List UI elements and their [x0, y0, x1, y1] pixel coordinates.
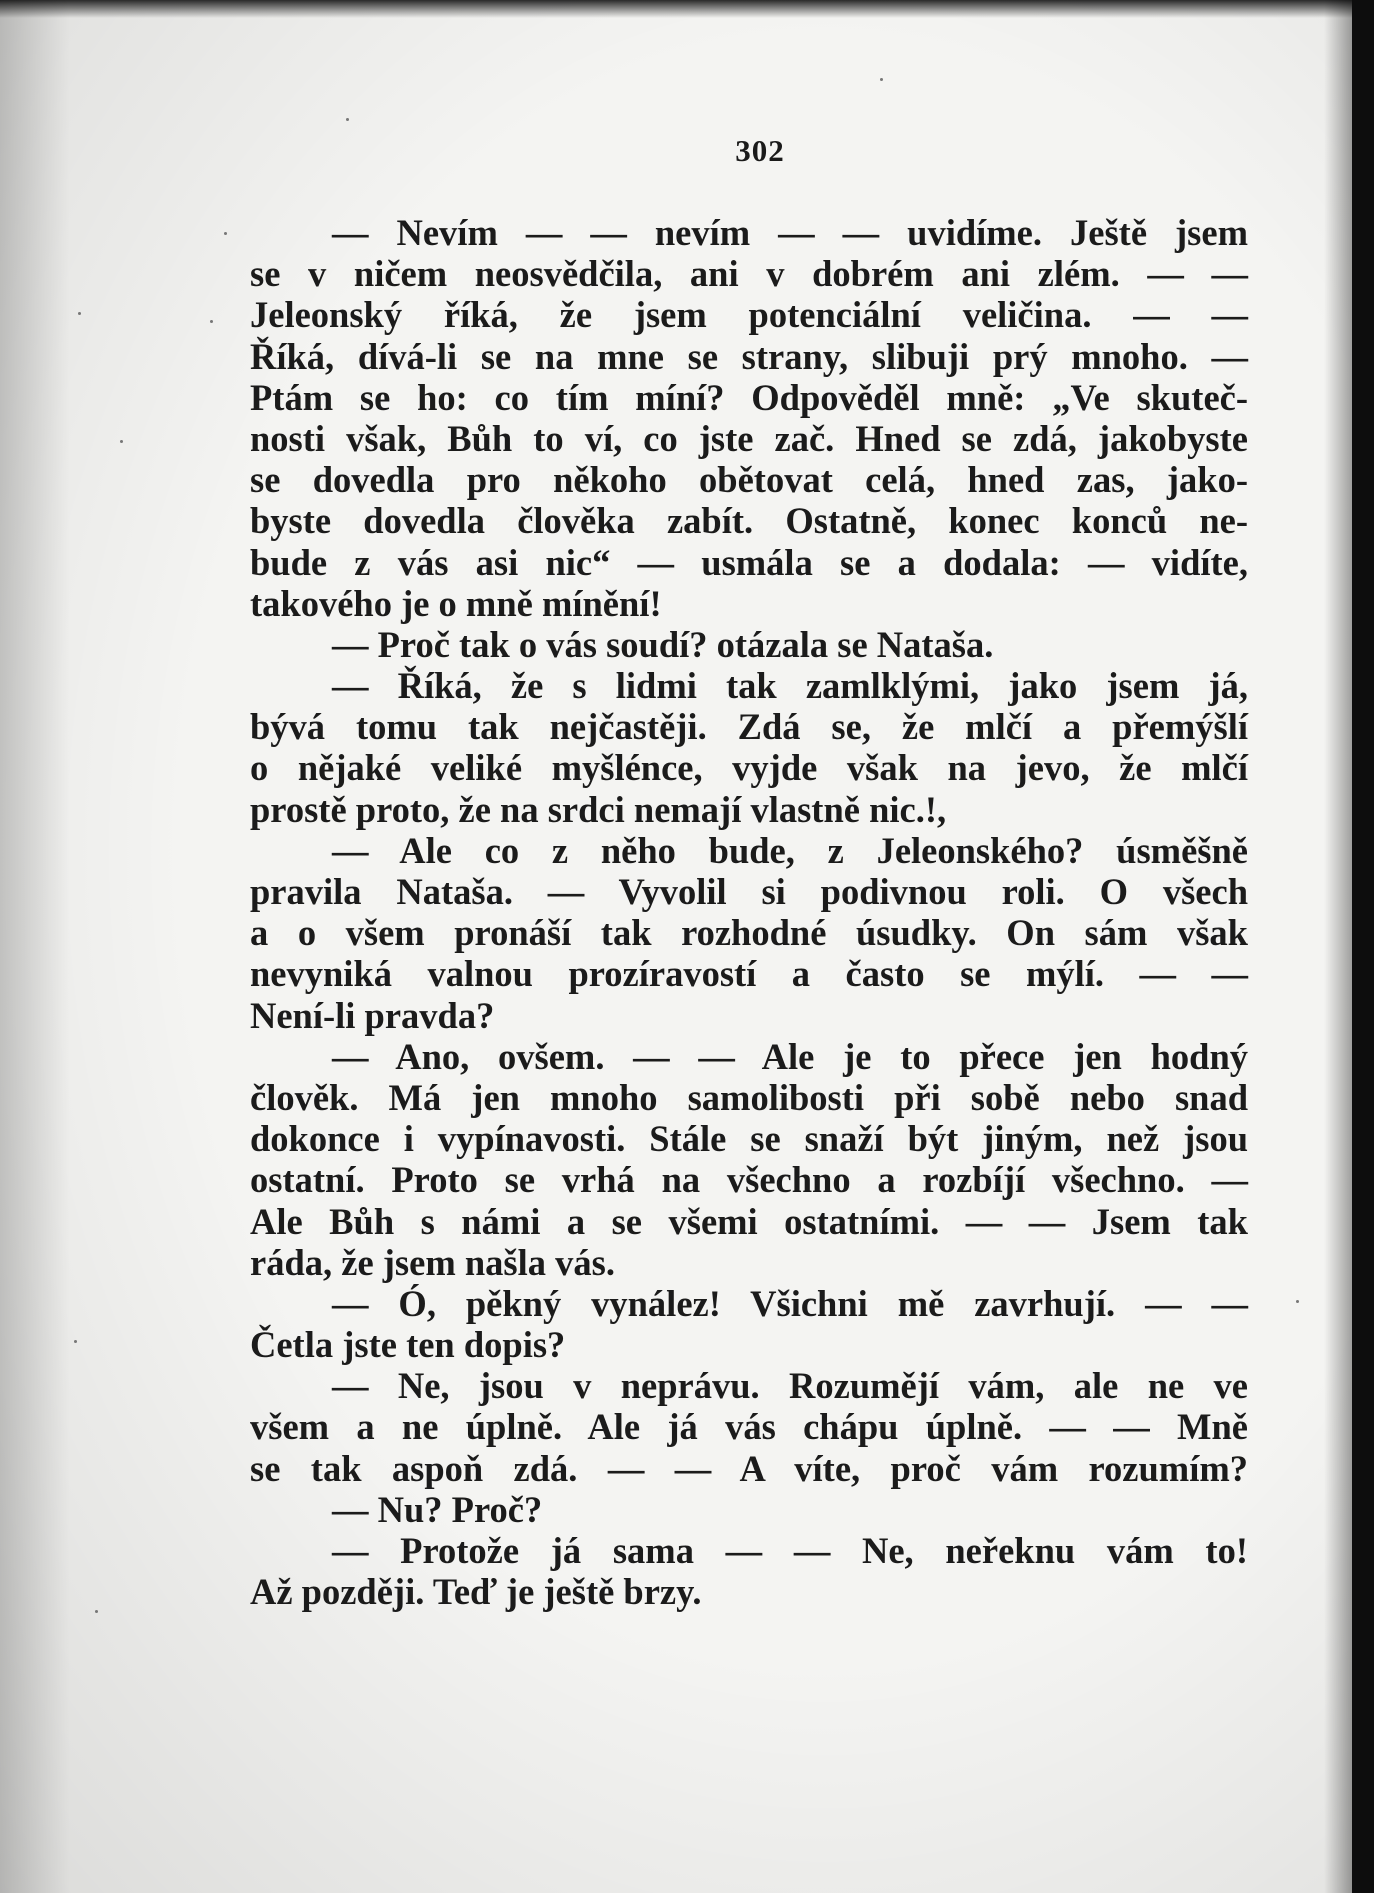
text-line: dokonce i vypínavosti. Stále se snaží být jiným, než jsou — [250, 1118, 1248, 1160]
text-line: pravila Nataša. — Vyvolil si podivnou roli. O všech — [250, 871, 1248, 912]
left-gutter-shadow — [0, 0, 70, 1893]
paper-speck — [224, 232, 227, 235]
text-line: ráda, že jsem našla vás. — [250, 1241, 615, 1283]
text-line: Říká, dívá-li se na mne se strany, slibuji prý mnoho. — — [250, 335, 1248, 377]
paper-speck — [880, 78, 883, 81]
text-line: bývá tomu tak nejčastěji. Zdá se, že mlčí a přemýšlí — [250, 706, 1248, 748]
paper-speck — [74, 1340, 77, 1343]
text-line: Není-li pravda? — [250, 994, 495, 1036]
text-line: a o všem pronáší tak rozhodné úsudky. On sám však — [250, 912, 1248, 954]
paper-speck — [346, 118, 349, 121]
text-line: — Nevím — — nevím — — uvidíme. Ještě jsem — [332, 212, 1248, 253]
paper-speck — [95, 1610, 98, 1613]
text-line: všem a ne úplně. Ale já vás chápu úplně. — — Mně — [250, 1406, 1248, 1448]
paper-speck — [210, 320, 213, 323]
paper-speck — [78, 312, 81, 315]
text-line: Ale Bůh s námi a se všemi ostatními. — — Jsem tak — [250, 1200, 1248, 1242]
paper-speck — [120, 440, 123, 443]
text-line: o nějaké veliké myšlénce, vyjde však na jevo, že mlčí — [250, 747, 1248, 789]
text-line: Až později. Teď je ještě brzy. — [250, 1571, 702, 1613]
text-line: se v ničem neosvědčila, ani v dobrém ani zlém. — — — [250, 253, 1248, 295]
text-line: se tak aspoň zdá. — — A víte, proč vám rozumím? — [250, 1447, 1248, 1489]
text-line: člověk. Má jen mnoho samolibosti při sobě nebo snad — [250, 1076, 1248, 1118]
text-line: — Ano, ovšem. — — Ale je to přece jen hodný — [332, 1035, 1248, 1077]
body-text — [250, 212, 1248, 1612]
text-line: byste dovedla člověka zabít. Ostatně, konec konců ne- — [250, 500, 1248, 542]
text-line: bude z vás asi nic“ — usmála se a dodala: — vidíte, — [250, 541, 1248, 583]
text-line: Ptám se ho: co tím míní? Odpověděl mně: „Ve skuteč- — [250, 376, 1248, 418]
text-line: takového je o mně mínění! — [250, 582, 662, 624]
text-line: — Ale co z něho bude, z Jeleonského? úsměšně — [332, 829, 1248, 871]
text-line: nosti však, Bůh to ví, co jste zač. Hned se zdá, jakobyste — [250, 417, 1248, 459]
text-line: Jeleonský říká, že jsem potenciální veličina. — — — [250, 294, 1248, 336]
text-line: Četla jste ten dopis? — [250, 1324, 566, 1366]
text-line: — Říká, že s lidmi tak zamlklými, jako jsem já, — [332, 665, 1248, 707]
text-line: — Proč tak o vás soudí? otázala se Nataša. — [332, 623, 994, 665]
text-line: prostě proto, že na srdci nemají vlastně nic.!, — [250, 788, 947, 830]
text-line: — Ne, jsou v neprávu. Rozumějí vám, ale ne ve — [332, 1365, 1248, 1407]
text-line: se dovedla pro někoho obětovat celá, hned zas, jako- — [250, 459, 1248, 501]
text-line: nevyniká valnou prozíravostí a často se mýlí. — — — [250, 953, 1248, 995]
right-gutter-shadow — [1324, 0, 1352, 1893]
right-page-edge — [1352, 0, 1374, 1893]
text-line: — Protože já sama — — Ne, neřeknu vám to! — [332, 1530, 1248, 1571]
page-number: 302 — [735, 133, 785, 168]
top-edge-shadow — [0, 0, 1374, 18]
paper-speck — [1296, 1300, 1299, 1303]
text-line: — Ó, pěkný vynález! Všichni mě zavrhují. — — — [332, 1282, 1248, 1324]
text-line: ostatní. Proto se vrhá na všechno a rozbíjí všechno. — — [250, 1159, 1248, 1201]
text-line: — Nu? Proč? — [332, 1488, 543, 1530]
